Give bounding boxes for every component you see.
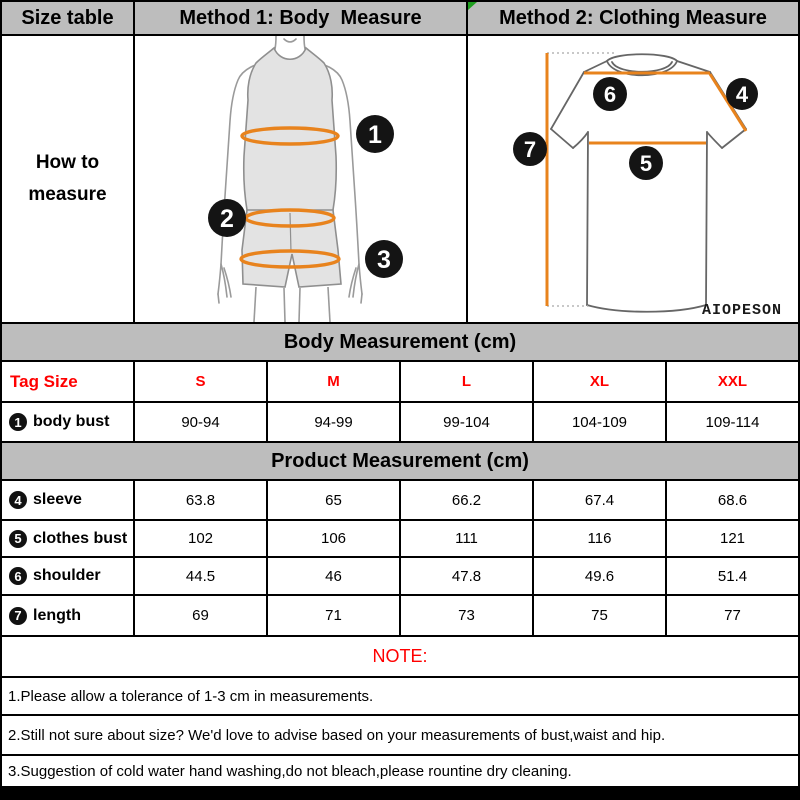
value-cell: 111	[401, 521, 532, 556]
value-cell: 75	[534, 596, 665, 635]
shoulder-label: 6 shoulder	[2, 558, 133, 594]
note-band	[2, 637, 798, 676]
value-cell: 63.8	[135, 481, 266, 519]
value-cell: 51.4	[667, 558, 798, 594]
clothing-marker-5	[629, 146, 663, 180]
value-cell: 69	[135, 596, 266, 635]
size-col-xxl: XXL	[667, 362, 798, 401]
value-cell: 49.6	[534, 558, 665, 594]
illustration-row	[2, 36, 798, 322]
body-figure-icon	[135, 36, 466, 322]
note-row-2	[2, 716, 798, 754]
value-cell: 90-94	[135, 403, 266, 441]
value-cell: 102	[135, 521, 266, 556]
value-cell: 46	[268, 558, 399, 594]
value-cell: 109-114	[667, 403, 798, 441]
value-cell: 71	[268, 596, 399, 635]
value-cell: 77	[667, 596, 798, 635]
sleeve-row	[2, 481, 798, 519]
value-cell: 94-99	[268, 403, 399, 441]
body-marker-3	[365, 240, 403, 278]
top-header-row	[2, 2, 798, 34]
length-row	[2, 596, 798, 635]
note-line-1: 1.Please allow a tolerance of 1-3 cm in measurements.	[2, 678, 798, 714]
clothes-bust-row	[2, 521, 798, 556]
value-cell: 116	[534, 521, 665, 556]
value-cell: 67.4	[534, 481, 665, 519]
svg-text:4: 4	[735, 82, 749, 107]
size-col-m: M	[268, 362, 399, 401]
corner-marker-icon	[468, 2, 477, 10]
sleeve-label: 4 sleeve	[2, 481, 133, 519]
marker-1-icon: 1	[9, 413, 27, 431]
value-cell: 106	[268, 521, 399, 556]
tag-size-label: Tag Size	[2, 362, 133, 401]
clothing-measure-diagram	[468, 36, 798, 322]
body-measurement-band	[2, 324, 798, 360]
clothing-marker-4	[726, 78, 758, 110]
method2-header	[468, 2, 798, 34]
tag-size-row	[2, 362, 798, 401]
method2-header-label: Method 2: Clothing Measure	[499, 6, 767, 29]
value-cell: 66.2	[401, 481, 532, 519]
size-table-header: Size table	[2, 2, 133, 34]
body-bust-label: 1 body bust	[2, 403, 133, 441]
body-bust-row	[2, 403, 798, 441]
value-cell: 65	[268, 481, 399, 519]
brand-label: AIOPESON	[701, 302, 782, 319]
clothing-marker-7	[513, 132, 547, 166]
svg-text:1: 1	[368, 121, 382, 149]
body-marker-1	[356, 115, 394, 153]
marker-6-icon: 6	[9, 567, 27, 585]
value-cell: 104-109	[534, 403, 665, 441]
note-line-2: 2.Still not sure about size? We'd love to advise based on your measurements of bust,waist and hip.	[2, 716, 798, 754]
marker-4-icon: 4	[9, 491, 27, 509]
svg-text:3: 3	[377, 246, 391, 274]
note-row-3	[2, 756, 798, 786]
length-label: 7 length	[2, 596, 133, 635]
marker-5-icon: 5	[9, 530, 27, 548]
clothes-bust-label: 5 clothes bust	[2, 521, 133, 556]
value-cell: 44.5	[135, 558, 266, 594]
tshirt-figure-icon	[468, 36, 798, 322]
value-cell: 121	[667, 521, 798, 556]
note-row-1	[2, 678, 798, 714]
svg-text:2: 2	[220, 205, 234, 233]
value-cell: 99-104	[401, 403, 532, 441]
clothing-marker-6	[593, 77, 627, 111]
note-line-3: 3.Suggestion of cold water hand washing,do not bleach,please rountine dry cleaning.	[2, 756, 798, 786]
product-measurement-band	[2, 443, 798, 479]
value-cell: 47.8	[401, 558, 532, 594]
shoulder-row	[2, 558, 798, 594]
value-cell: 68.6	[667, 481, 798, 519]
svg-text:7: 7	[523, 137, 537, 162]
size-col-s: S	[135, 362, 266, 401]
size-col-xl: XL	[534, 362, 665, 401]
product-measurement-title: Product Measurement (cm)	[2, 443, 798, 479]
svg-text:6: 6	[603, 82, 617, 107]
body-measure-diagram	[135, 36, 466, 322]
note-title: NOTE:	[2, 637, 798, 676]
size-col-l: L	[401, 362, 532, 401]
marker-7-icon: 7	[9, 607, 27, 625]
svg-text:5: 5	[639, 151, 653, 176]
how-to-measure-label: How to measure	[2, 36, 133, 322]
body-measurement-title: Body Measurement (cm)	[2, 324, 798, 360]
value-cell: 73	[401, 596, 532, 635]
method1-header: Method 1: Body Measure	[135, 2, 466, 34]
body-marker-2	[208, 199, 246, 237]
